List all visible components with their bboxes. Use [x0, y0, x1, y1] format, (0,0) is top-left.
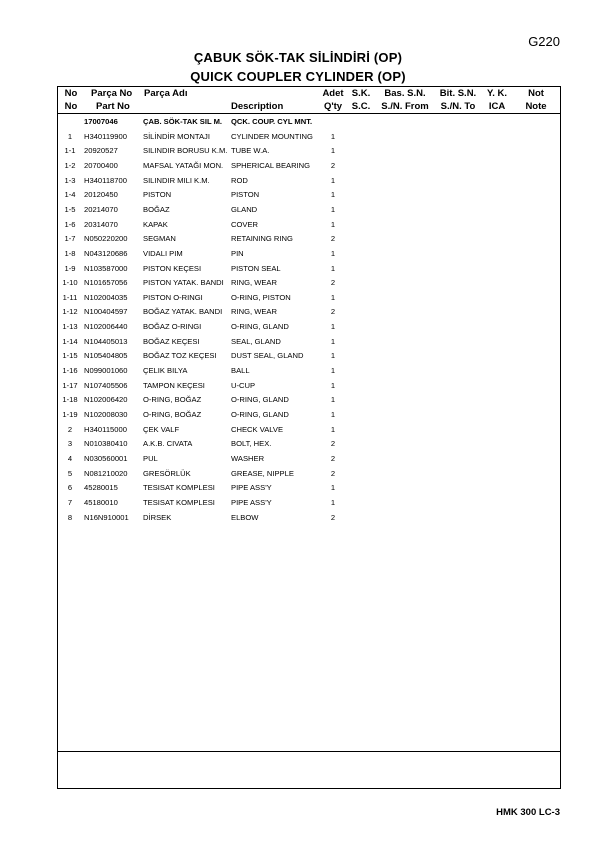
part-number: 45180010 [84, 497, 118, 507]
header-qty-en: Q'ty [323, 101, 343, 112]
part-number: N107405506 [84, 380, 128, 390]
row-number: 1-18 [62, 395, 78, 405]
part-description: RING, WEAR [231, 307, 277, 317]
quantity: 1 [330, 219, 336, 229]
part-number: 20314070 [84, 219, 118, 229]
quantity: 1 [330, 204, 336, 214]
part-description: COVER [231, 219, 259, 229]
part-name: TESISAT KOMPLESI [143, 483, 215, 493]
part-description: RETAINING RING [231, 234, 293, 244]
part-number: N101657056 [84, 278, 128, 288]
quantity: 1 [330, 146, 336, 156]
part-name: GRESÖRLÜK [143, 468, 191, 478]
part-description: O-RING, GLAND [231, 322, 289, 332]
part-number: N010380410 [84, 439, 128, 449]
part-number: 20120450 [84, 190, 118, 200]
row-number: 3 [67, 439, 73, 449]
row-number: 8 [67, 512, 73, 522]
table-row [58, 249, 560, 263]
part-name: DİRSEK [143, 512, 172, 522]
part-description: WASHER [231, 453, 265, 463]
part-name: PISTON O-RINGI [143, 292, 203, 302]
part-name: MAFSAL YATAĞI MON. [143, 160, 224, 170]
part-description: PISTON [231, 190, 260, 200]
quantity: 2 [330, 512, 336, 522]
header-ica: ICA [488, 101, 506, 112]
row-number: 1-14 [62, 336, 78, 346]
part-name: PUL [143, 453, 158, 463]
part-description: SPHERICAL BEARING [231, 160, 311, 170]
part-number: N102006420 [84, 395, 128, 405]
part-name: O-RING, BOĞAZ [143, 395, 202, 405]
quantity: 1 [330, 322, 336, 332]
header-qty: Adet [322, 88, 344, 99]
quantity: 1 [330, 395, 336, 405]
quantity: 1 [330, 366, 336, 376]
header-note: Not [528, 88, 544, 99]
row-number: 1-8 [64, 248, 76, 258]
part-number: N102006440 [84, 322, 128, 332]
part-number: H340115000 [84, 424, 127, 434]
part-number: N102008030 [84, 410, 128, 419]
row-number: 5 [67, 468, 73, 478]
part-name: BOĞAZ TOZ KEÇESI [143, 351, 217, 361]
table-row [58, 366, 560, 380]
table-row [58, 220, 560, 234]
part-description: GREASE, NIPPLE [231, 468, 294, 478]
row-number: 1-1 [64, 146, 76, 156]
table-row [58, 351, 560, 365]
table-row [58, 190, 560, 204]
row-number: 1-4 [64, 190, 76, 200]
quantity: 1 [330, 424, 336, 434]
part-number: N102004035 [84, 292, 128, 302]
quantity: 1 [330, 497, 336, 507]
row-number: 1-15 [62, 351, 78, 361]
header-yk: Y. K. [486, 88, 508, 99]
quantity: 2 [330, 439, 336, 449]
quantity: 1 [330, 248, 336, 258]
table-row [58, 483, 560, 497]
part-description: U-CUP [231, 380, 256, 390]
table-row [58, 337, 560, 351]
table-row [58, 498, 560, 512]
part-name: ÇEK VALF [143, 424, 180, 434]
part-description: PISTON SEAL [231, 263, 281, 273]
table-row [58, 146, 560, 160]
part-name: PISTON [143, 190, 172, 200]
title-english: QUICK COUPLER CYLINDER (OP) [190, 69, 406, 84]
row-number: 1 [67, 131, 73, 141]
table-row [58, 410, 560, 424]
table-row [58, 264, 560, 278]
part-number: N081210020 [84, 468, 128, 478]
part-number: N16N910001 [84, 512, 129, 522]
row-number: 1-19 [62, 410, 78, 419]
part-number: N105404805 [84, 351, 128, 361]
part-description: PIPE ASS'Y [231, 497, 272, 507]
part-description: O-RING, GLAND [231, 395, 289, 405]
quantity: 1 [330, 351, 336, 361]
quantity: 1 [330, 292, 336, 302]
part-description: CHECK VALVE [231, 424, 284, 434]
part-number: 17007046 [84, 117, 118, 126]
table-row [58, 205, 560, 219]
part-number: N030560001 [84, 453, 128, 463]
part-description: O-RING, GLAND [231, 410, 289, 419]
header-sk: S.K. [351, 88, 371, 99]
part-description: DUST SEAL, GLAND [231, 351, 304, 361]
table-row [58, 307, 560, 321]
part-description: RING, WEAR [231, 278, 277, 288]
header-note-en: Note [525, 101, 547, 112]
quantity: 2 [330, 278, 336, 288]
parts-table [57, 86, 561, 789]
part-number: N103587000 [84, 263, 128, 273]
part-description: PIN [231, 248, 244, 258]
part-name: BOĞAZ O-RINGI [143, 322, 202, 332]
quantity: 1 [330, 410, 336, 419]
header-serial-to-en: S./N. To [440, 101, 476, 112]
footer-divider [58, 751, 560, 752]
part-name: SİLİNDİR MONTAJI [143, 131, 210, 141]
row-number: 1-6 [64, 219, 76, 229]
part-number: N099001060 [84, 366, 128, 376]
table-row [58, 293, 560, 307]
part-description: ROD [231, 175, 248, 185]
part-name: VIDALI PIM [143, 248, 183, 258]
table-row [58, 454, 560, 468]
page-code: G220 [528, 34, 560, 49]
table-row [58, 132, 560, 146]
part-name: BOĞAZ YATAK. BANDI [143, 307, 223, 317]
header-part-no: Parça No [91, 88, 133, 99]
part-name: TESISAT KOMPLESI [143, 497, 215, 507]
table-row [58, 161, 560, 175]
part-name: PISTON YATAK. BANDI [143, 278, 224, 288]
part-number: N043120686 [84, 248, 128, 258]
part-number: 20920527 [84, 146, 118, 156]
row-number: 7 [67, 497, 73, 507]
quantity: 1 [330, 483, 336, 493]
part-description: O-RING, PISTON [231, 292, 291, 302]
table-row [58, 117, 560, 131]
part-description: PIPE ASS'Y [231, 483, 272, 493]
header-serial-to: Bit. S.N. [439, 88, 477, 99]
quantity: 2 [330, 160, 336, 170]
row-number: 1-2 [64, 160, 76, 170]
table-row [58, 469, 560, 483]
quantity: 1 [330, 175, 336, 185]
part-description: GLAND [231, 204, 258, 214]
part-name: ÇELIK BILYA [143, 366, 188, 376]
part-name: BOĞAZ KEÇESI [143, 336, 200, 346]
part-number: N104405013 [84, 336, 128, 346]
quantity: 2 [330, 234, 336, 244]
part-description: SEAL, GLAND [231, 336, 281, 346]
part-number: H340119900 [84, 131, 127, 141]
row-number: 6 [67, 483, 73, 493]
row-number: 1-17 [62, 380, 78, 390]
quantity: 2 [330, 468, 336, 478]
row-number: 1-16 [62, 366, 78, 376]
quantity: 2 [330, 307, 336, 317]
part-name: A.K.B. CIVATA [143, 439, 193, 449]
quantity: 2 [330, 453, 336, 463]
part-number: H340118700 [84, 175, 127, 185]
part-name: O-RING, BOĞAZ [143, 410, 202, 419]
part-number: 20214070 [84, 204, 118, 214]
header-divider [58, 113, 560, 114]
table-row [58, 439, 560, 453]
part-number: N100404597 [84, 307, 128, 317]
part-number: N050220200 [84, 234, 128, 244]
header-part-no-en: Part No [96, 101, 130, 112]
title-turkish: ÇABUK SÖK-TAK SİLİNDİRİ (OP) [193, 50, 403, 65]
row-number: 1-5 [64, 204, 76, 214]
table-row [58, 513, 560, 527]
header-sc: S.C. [351, 101, 371, 112]
header-serial-from: Bas. S.N. [384, 88, 426, 99]
part-description: QCK. COUP. CYL MNT. [231, 117, 313, 126]
part-name: KAPAK [143, 219, 168, 229]
part-name: TAMPON KEÇESI [143, 380, 205, 390]
row-number: 1-13 [62, 322, 78, 332]
row-number: 1-7 [64, 234, 76, 244]
part-name: ÇAB. SÖK-TAK SIL M. [143, 117, 223, 126]
part-description: TUBE W.A. [231, 146, 270, 156]
header-part-name: Parça Adı [144, 88, 188, 99]
row-number: 1-11 [62, 292, 78, 302]
part-description: CYLINDER MOUNTING [231, 131, 313, 141]
part-name: BOĞAZ [143, 204, 170, 214]
part-name: PISTON KEÇESI [143, 263, 202, 273]
header-description: Description [231, 101, 284, 112]
quantity: 1 [330, 336, 336, 346]
part-description: ELBOW [231, 512, 259, 522]
part-name: SILINDIR MILI K.M. [143, 175, 210, 185]
part-description: BOLT, HEX. [231, 439, 272, 449]
quantity: 1 [330, 190, 336, 200]
part-description: BALL [231, 366, 250, 376]
table-row [58, 176, 560, 190]
part-name: SEGMAN [143, 234, 176, 244]
quantity: 1 [330, 263, 336, 273]
table-row [58, 395, 560, 409]
row-number: 1-12 [62, 307, 78, 317]
part-name: SILINDIR BORUSU K.M. [143, 146, 228, 156]
header-serial-from-en: S./N. From [381, 101, 429, 112]
table-row [58, 278, 560, 292]
part-number: 20700400 [84, 160, 118, 170]
table-row [58, 234, 560, 248]
part-number: 45280015 [84, 483, 118, 493]
table-row [58, 381, 560, 395]
row-number: 1-3 [64, 175, 76, 185]
row-number: 4 [67, 453, 73, 463]
quantity: 1 [330, 380, 336, 390]
model-code: HMK 300 LC-3 [496, 807, 560, 818]
row-number: 2 [67, 424, 73, 434]
table-row [58, 425, 560, 439]
header-no: No [64, 88, 78, 99]
header-no-en: No [64, 101, 78, 112]
row-number: 1-10 [62, 278, 78, 288]
row-number: 1-9 [64, 263, 76, 273]
table-row [58, 322, 560, 336]
quantity: 1 [330, 131, 336, 141]
